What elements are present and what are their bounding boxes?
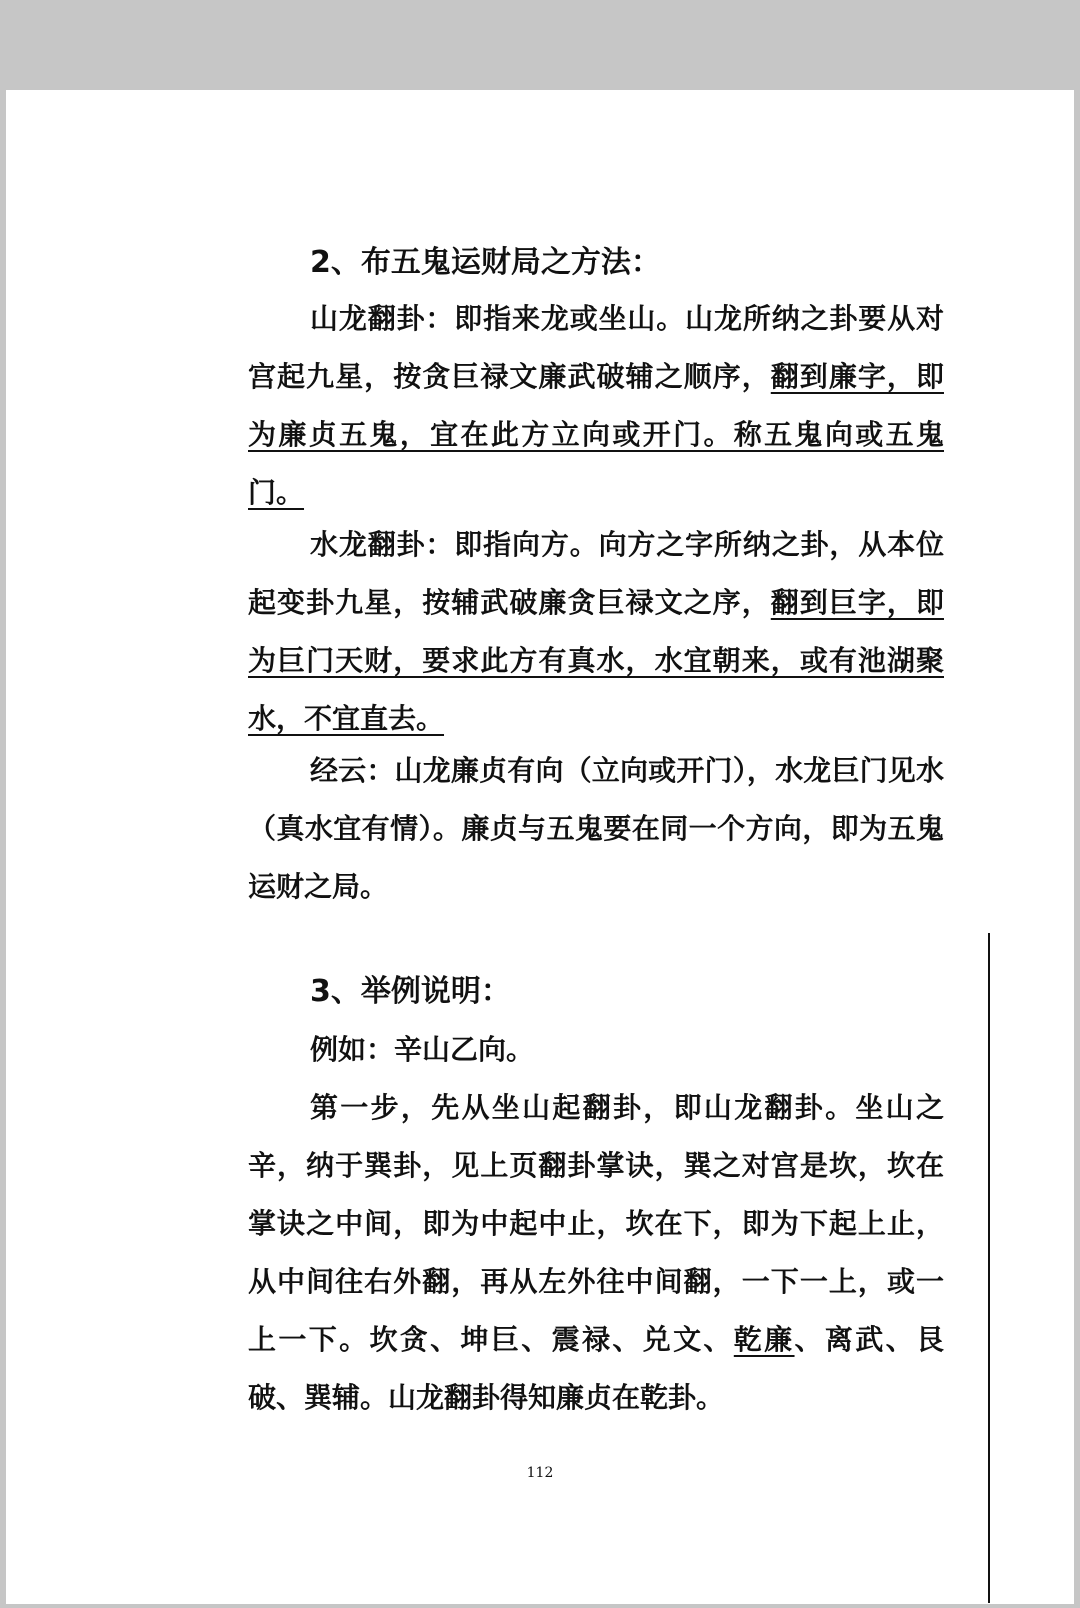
- paragraph-shanlong-text: 山龙翻卦：即指来龙或坐山。山龙所纳之卦要从对宫起九星，按贪巨禄文廉武破辅之顺序，: [248, 302, 944, 393]
- paragraph-step-one: [248, 1079, 944, 1427]
- paragraph-example: 例如：辛山乙向。: [310, 1033, 535, 1066]
- paragraph-shanlong-underlined: 翻到廉字，即为廉贞五鬼，宜在此方立向或开门。称五鬼向或五鬼门。: [248, 360, 944, 509]
- paragraph-step-one-text-end: 、离武、艮破、巽辅。山龙翻卦得知廉贞在乾卦。: [248, 1323, 944, 1414]
- section-2-heading: 2、布五鬼运财局之方法：: [310, 245, 661, 280]
- binding-edge-line: [988, 933, 990, 1603]
- page-number: 112: [526, 1465, 554, 1481]
- paragraph-shuilong: [248, 516, 944, 748]
- paragraph-jingyun: 经云：山龙廉贞有向（立向或开门），水龙巨门见水（真水宜有情）。廉贞与五鬼要在同一个方向，即为五鬼运财之局。: [248, 754, 944, 903]
- section-3-heading: 3、举例说明：: [310, 974, 511, 1009]
- paragraph-step-one-underlined: 乾廉: [733, 1323, 795, 1356]
- document-page: [6, 90, 1074, 1604]
- paragraph-shuilong-text: 水龙翻卦：即指向方。向方之字所纳之卦，从本位起变卦九星，按辅武破廉贪巨禄文之序，: [248, 528, 944, 619]
- paragraph-step-one-text: 第一步，先从坐山起翻卦，即山龙翻卦。坐山之辛，纳于巽卦，见上页翻卦掌诀，巽之对宫是坎，坎在掌诀之中间，即为中起中止，坎在下，即为下起上止，从中间往右外翻，再从左外往中间翻，一下一上，或一上一下。坎贪、坤巨、震禄、兑文、: [248, 1091, 944, 1356]
- paragraph-shuilong-underlined: 翻到巨字，即为巨门天财，要求此方有真水，水宜朝来，或有池湖聚水，不宜直去。: [248, 586, 944, 735]
- paragraph-shanlong: [248, 290, 944, 522]
